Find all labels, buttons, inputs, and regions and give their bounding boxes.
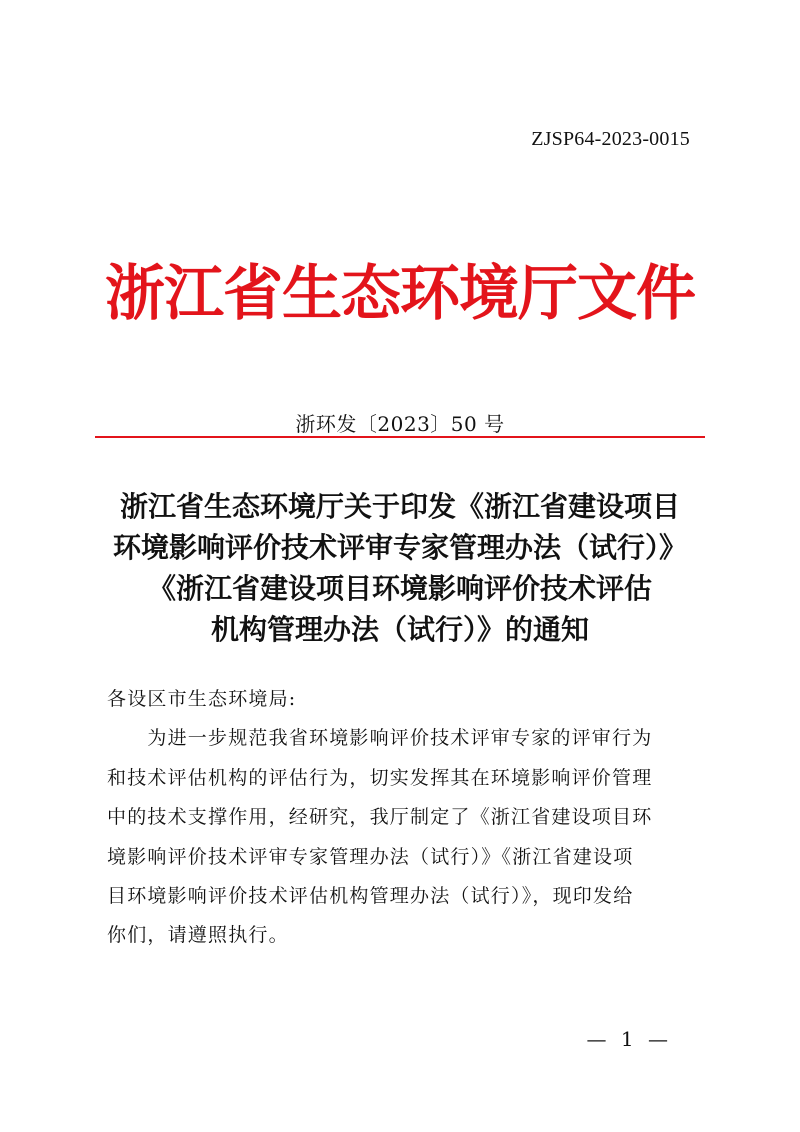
issuing-authority-masthead: 浙江省生态环境厅文件 bbox=[105, 259, 695, 329]
page-number: — 1 — bbox=[586, 1027, 672, 1051]
body-line: 境影响评价技术评审专家管理办法（试行）》《浙江省建设项 bbox=[107, 845, 634, 868]
title-line: 环境影响评价技术评审专家管理办法（试行）》 bbox=[112, 531, 687, 564]
notice-title bbox=[100, 486, 700, 650]
body-line: 你们，请遵照执行。 bbox=[107, 924, 289, 947]
title-line: 机构管理办法（试行）》的通知 bbox=[210, 613, 589, 646]
document-code: ZJSP64-2023-0015 bbox=[531, 128, 690, 150]
body-line: 为进一步规范我省环境影响评价技术评审专家的评审行为 bbox=[107, 727, 653, 750]
red-separator-line bbox=[95, 436, 705, 438]
body-line: 和技术评估机构的评估行为，切实发挥其在环境影响评价管理 bbox=[107, 766, 653, 789]
body-line: 目环境影响评价技术评估机构管理办法（试行）》，现印发给 bbox=[107, 885, 634, 908]
notice-body bbox=[107, 680, 693, 956]
title-line: 《浙江省建设项目环境影响评价技术评估 bbox=[147, 572, 652, 605]
title-line: 浙江省生态环境厅关于印发《浙江省建设项目 bbox=[119, 490, 680, 523]
document-number: 浙环发〔2023〕50 号 bbox=[295, 412, 505, 436]
salutation: 各设区市生态环境局: bbox=[107, 688, 297, 710]
body-line: 中的技术支撑作用，经研究，我厅制定了《浙江省建设项目环 bbox=[107, 806, 653, 829]
